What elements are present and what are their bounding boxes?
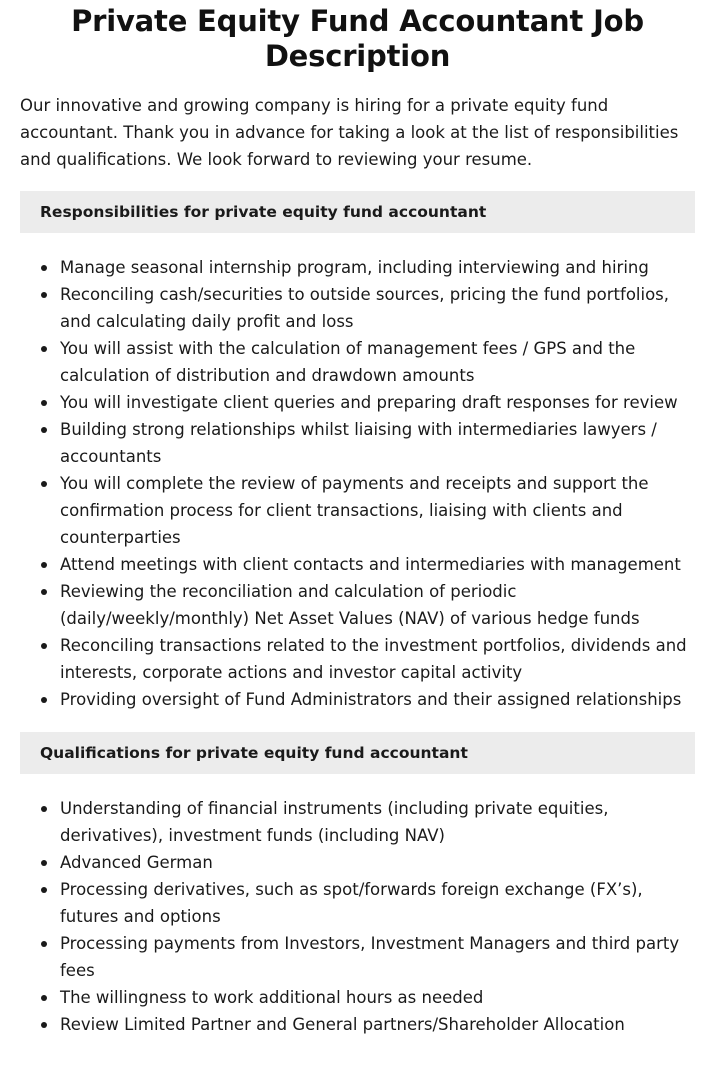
bullet-icon [41, 995, 47, 1001]
list-item [20, 1011, 695, 1038]
list-item-text: Building strong relationships whilst liaising with intermediaries lawyers / accountants [60, 420, 657, 466]
list-item-text: Advanced German [60, 853, 213, 872]
list-item [20, 335, 695, 389]
page-title: Private Equity Fund Accountant Job Description [71, 4, 644, 73]
list-item-text: Reconciling transactions related to the investment portfolios, dividends and interests, corporate actions and investor capital activity [60, 636, 687, 682]
list-item [20, 876, 695, 930]
list-item [20, 470, 695, 551]
bullet-icon [41, 481, 47, 487]
job-description-page [0, 4, 720, 1069]
list-item [20, 795, 695, 849]
bullet-icon [41, 562, 47, 568]
list-item-text: You will complete the review of payments and receipts and support the confirmation process for client transactions, liaising with clients and counterparties [60, 474, 649, 547]
list-item-text: Providing oversight of Fund Administrators and their assigned relationships [60, 690, 682, 709]
list-item-text: Processing payments from Investors, Investment Managers and third party fees [60, 934, 680, 980]
list-item-text: Manage seasonal internship program, including interviewing and hiring [60, 258, 649, 277]
list-item [20, 984, 695, 1011]
list-item-text: Review Limited Partner and General partners/Shareholder Allocation [60, 1015, 625, 1034]
bullet-icon [41, 427, 47, 433]
list-item [20, 254, 695, 281]
list-item [20, 686, 695, 713]
list-item [20, 551, 695, 578]
bullet-icon [41, 400, 47, 406]
list-item-text: Reconciling cash/securities to outside sources, pricing the fund portfolios, and calculating daily profit and loss [60, 285, 670, 331]
bullet-icon [41, 697, 47, 703]
list-item-text: Attend meetings with client contacts and intermediaries with management [60, 555, 681, 574]
list-item [20, 849, 695, 876]
bullet-icon [41, 265, 47, 271]
bullet-icon [41, 860, 47, 866]
bullet-icon [41, 1022, 47, 1028]
responsibilities-heading: Responsibilities for private equity fund accountant [20, 191, 695, 233]
bullet-icon [41, 346, 47, 352]
list-item [20, 930, 695, 984]
bullet-icon [41, 643, 47, 649]
list-item [20, 416, 695, 470]
list-item-text: The willingness to work additional hours as needed [60, 988, 484, 1007]
list-item [20, 281, 695, 335]
list-item [20, 578, 695, 632]
list-item-text: You will assist with the calculation of management fees / GPS and the calculation of distribution and drawdown amounts [60, 339, 636, 385]
list-item-text: Processing derivatives, such as spot/forwards foreign exchange (FX’s), futures and options [60, 880, 643, 926]
list-item-text: Understanding of financial instruments (including private equities, derivatives), investment funds (including NAV) [60, 799, 609, 845]
intro-paragraph: Our innovative and growing company is hiring for a private equity fund accountant. Thank you in advance for taking a look at the list of responsibilities and qualifications. We look forward to reviewing your resume. [20, 96, 679, 169]
list-item-text: Reviewing the reconciliation and calculation of periodic (daily/weekly/monthly) Net Asset Values (NAV) of various hedge funds [60, 582, 640, 628]
bullet-icon [41, 887, 47, 893]
responsibilities-list [20, 254, 695, 713]
qualifications-list [20, 795, 695, 1038]
bullet-icon [41, 589, 47, 595]
list-item [20, 389, 695, 416]
list-item [20, 632, 695, 686]
list-item-text: You will investigate client queries and preparing draft responses for review [60, 393, 678, 412]
bullet-icon [41, 806, 47, 812]
bullet-icon [41, 941, 47, 947]
bullet-icon [41, 292, 47, 298]
qualifications-heading: Qualifications for private equity fund accountant [20, 732, 695, 774]
